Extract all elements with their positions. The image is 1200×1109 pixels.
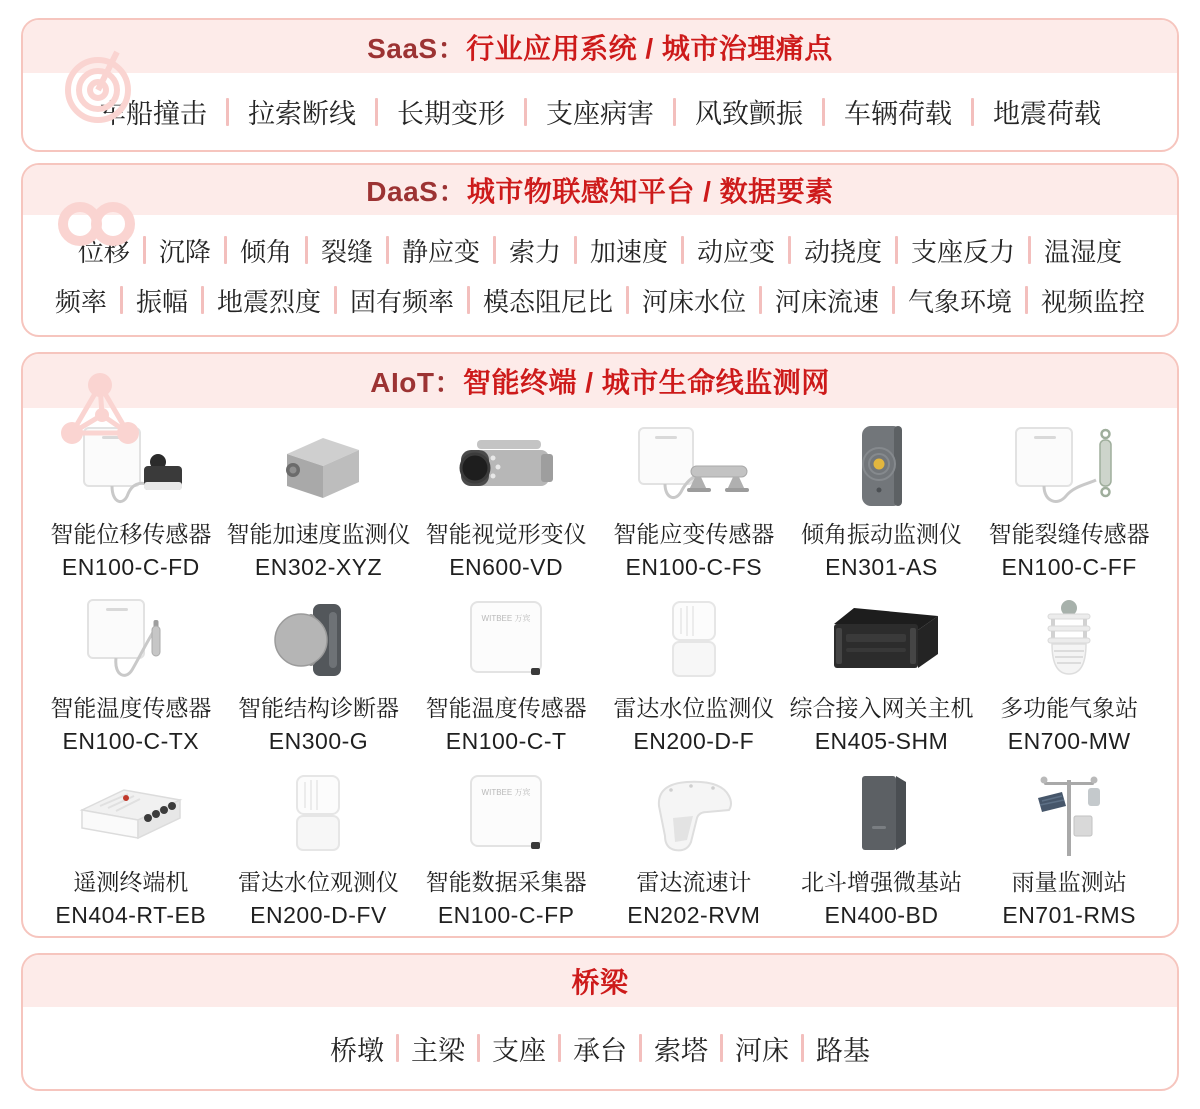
product-name: 智能裂缝传感器 (988, 521, 1150, 547)
disc-sensor-icon (225, 594, 413, 690)
product-model: EN100-C-FF (1001, 554, 1137, 580)
tag-item: 振幅 (135, 286, 188, 317)
tag-item: 承台 (573, 1035, 627, 1066)
daas-header (23, 165, 1177, 215)
product-card (37, 762, 225, 936)
product-card (37, 414, 225, 588)
aiot-title-main: 智能终端 / 城市生命线监测网 (462, 367, 830, 398)
product-name: 智能位移传感器 (50, 521, 212, 547)
product-name: 雷达水位观测仪 (237, 869, 399, 895)
product-name: 智能视觉形变仪 (425, 521, 587, 547)
tag-item: 索塔 (654, 1035, 708, 1066)
product-card (788, 762, 976, 936)
tag-item: 路基 (816, 1035, 870, 1066)
product-name: 倾角振动监测仪 (800, 521, 962, 547)
white-panel-icon (412, 768, 600, 864)
tag-item: 河床 (735, 1035, 789, 1066)
product-name: 智能温度传感器 (50, 695, 212, 721)
tag-item: 桥墩 (330, 1035, 384, 1066)
tag-divider (334, 286, 337, 314)
product-card (788, 588, 976, 762)
product-name: 智能结构诊断器 (237, 695, 399, 721)
tag-divider (201, 286, 204, 314)
product-name: 智能应变传感器 (613, 521, 775, 547)
tag-item: 加速度 (590, 236, 669, 267)
tag-item: 倾角 (239, 236, 292, 267)
product-card (600, 588, 788, 762)
product-name: 综合接入网关主机 (789, 695, 974, 721)
weather-sensor-icon (975, 594, 1163, 690)
product-model: EN701-RMS (1002, 902, 1136, 928)
product-name: 遥测终端机 (73, 869, 189, 895)
tag-divider (558, 1034, 561, 1062)
tag-divider (386, 236, 389, 264)
tag-item: 河床水位 (642, 286, 747, 317)
tag-item: 支座 (492, 1035, 546, 1066)
product-model: EN100-C-FS (625, 554, 763, 580)
radar-flow-meter-icon (600, 768, 788, 864)
dark-box-icon (788, 768, 976, 864)
svg-text:WITBEE 万宾: WITBEE 万宾 (481, 788, 531, 797)
tag-divider (1028, 236, 1031, 264)
section-aiot (21, 352, 1179, 938)
product-name: 多功能气象站 (1000, 695, 1139, 721)
tag-divider (639, 1034, 642, 1062)
saas-title (367, 27, 833, 67)
product-model: EN200-D-FV (250, 902, 387, 928)
bridge-tag-row (330, 1029, 870, 1068)
tag-item: 动应变 (697, 236, 776, 267)
tag-item: 气象环境 (908, 286, 1013, 317)
product-model: EN600-VD (449, 554, 564, 580)
product-card (225, 414, 413, 588)
tag-item: 车船撞击 (99, 99, 207, 129)
panel-with-probe-icon (37, 594, 225, 690)
terminal-unit-icon (37, 768, 225, 864)
tag-item: 车辆荷载 (844, 99, 952, 129)
tag-item: 支座病害 (546, 99, 654, 129)
section-bridge (21, 953, 1179, 1091)
product-name: 雷达流速计 (636, 869, 752, 895)
tag-item: 地震荷载 (993, 99, 1101, 129)
tag-item: 沉降 (158, 236, 211, 267)
product-card (975, 762, 1163, 936)
product-card (975, 414, 1163, 588)
tag-divider (224, 236, 227, 264)
tag-divider (120, 286, 123, 314)
tag-item: 拉索断线 (248, 99, 356, 129)
dark-tilt-sensor-icon (788, 420, 976, 516)
product-name: 雷达水位监测仪 (613, 695, 775, 721)
tag-divider (375, 98, 378, 126)
tag-divider (143, 236, 146, 264)
product-card (412, 588, 600, 762)
tag-item: 地震烈度 (216, 286, 321, 317)
white-panel-icon (412, 594, 600, 690)
product-name: 智能加速度监测仪 (226, 521, 411, 547)
tag-item: 长期变形 (397, 99, 505, 129)
tag-divider (226, 98, 229, 126)
bridge-header (23, 955, 1177, 1007)
tag-divider (971, 98, 974, 126)
aiot-title (370, 361, 830, 401)
bridge-title-main: 桥梁 (571, 967, 629, 998)
tag-item: 模态阻尼比 (482, 286, 613, 317)
tag-item: 温湿度 (1044, 236, 1123, 267)
daas-tag-row-2 (55, 282, 1145, 319)
bullet-camera-icon (412, 420, 600, 516)
panel-with-arm-icon (600, 420, 788, 516)
tag-item: 频率 (54, 286, 107, 317)
section-saas (21, 18, 1179, 152)
tag-divider (467, 286, 470, 314)
saas-tag-row (99, 92, 1101, 131)
product-name: 智能温度传感器 (425, 695, 587, 721)
saas-header (23, 20, 1177, 73)
tag-divider (396, 1034, 399, 1062)
tag-divider (759, 286, 762, 314)
rack-server-icon (788, 594, 976, 690)
product-model: EN405-SHM (814, 728, 949, 754)
tag-item: 视频监控 (1041, 286, 1146, 317)
tag-divider (822, 98, 825, 126)
tag-divider (720, 1034, 723, 1062)
tag-item: 裂缝 (320, 236, 373, 267)
saas-title-main: 行业应用系统 / 城市治理痛点 (466, 32, 833, 64)
product-model: EN301-AS (825, 554, 938, 580)
daas-title (366, 170, 833, 210)
tag-item: 风致颤振 (695, 99, 803, 129)
saas-title-prefix: SaaS： (367, 32, 467, 64)
product-card (412, 414, 600, 588)
product-model: EN200-D-F (633, 728, 755, 754)
product-model: EN404-RT-EB (55, 902, 207, 928)
tag-item: 主梁 (411, 1035, 465, 1066)
product-name: 北斗增强微基站 (800, 869, 962, 895)
product-model: EN300-G (268, 728, 369, 754)
tag-divider (524, 98, 527, 126)
product-model: EN100-C-FD (61, 554, 200, 580)
product-card (600, 762, 788, 936)
tag-divider (801, 1034, 804, 1062)
bridge-body (23, 1007, 1177, 1089)
tag-item: 静应变 (401, 236, 480, 267)
tag-divider (895, 236, 898, 264)
aiot-title-prefix: AIoT： (370, 367, 463, 398)
product-card (225, 588, 413, 762)
tag-divider (574, 236, 577, 264)
tag-divider (1025, 286, 1028, 314)
tag-item: 河床流速 (775, 286, 880, 317)
tag-divider (892, 286, 895, 314)
gray-box-sensor-icon (225, 420, 413, 516)
white-box-icon (600, 594, 788, 690)
product-name: 智能数据采集器 (425, 869, 587, 895)
product-model: EN302-XYZ (254, 554, 383, 580)
product-card (975, 588, 1163, 762)
bridge-title (571, 961, 628, 1001)
section-daas (21, 163, 1179, 337)
tag-item: 固有频率 (349, 286, 454, 317)
aiot-header (23, 354, 1177, 408)
product-grid (23, 408, 1177, 938)
tag-divider (788, 236, 791, 264)
weather-station-pole-icon (975, 768, 1163, 864)
product-model: EN100-C-FP (437, 902, 575, 928)
product-model: EN700-MW (1007, 728, 1131, 754)
white-box-icon (225, 768, 413, 864)
tag-divider (626, 286, 629, 314)
tag-divider (673, 98, 676, 126)
product-card (225, 762, 413, 936)
product-model: EN100-C-T (445, 728, 567, 754)
product-model: EN400-BD (824, 902, 939, 928)
product-name: 雨量监测站 (1011, 869, 1127, 895)
tag-item: 动挠度 (804, 236, 883, 267)
daas-tag-row-1 (78, 232, 1122, 269)
tag-divider (493, 236, 496, 264)
tag-item: 位移 (77, 236, 130, 267)
tag-divider (305, 236, 308, 264)
saas-body (23, 73, 1177, 150)
tag-divider (681, 236, 684, 264)
daas-title-main: 城市物联感知平台 / 数据要素 (466, 176, 834, 207)
daas-body (23, 215, 1177, 335)
product-model: EN100-C-TX (62, 728, 200, 754)
panel-with-cable-device-icon (37, 420, 225, 516)
tag-divider (477, 1034, 480, 1062)
product-card (788, 414, 976, 588)
product-card (412, 762, 600, 936)
tag-item: 索力 (508, 236, 561, 267)
product-card (600, 414, 788, 588)
daas-title-prefix: DaaS： (366, 176, 467, 207)
tag-item: 支座反力 (911, 236, 1016, 267)
product-model: EN202-RVM (627, 902, 761, 928)
product-card (37, 588, 225, 762)
svg-text:WITBEE 万宾: WITBEE 万宾 (481, 614, 531, 623)
panel-with-rod-icon (975, 420, 1163, 516)
